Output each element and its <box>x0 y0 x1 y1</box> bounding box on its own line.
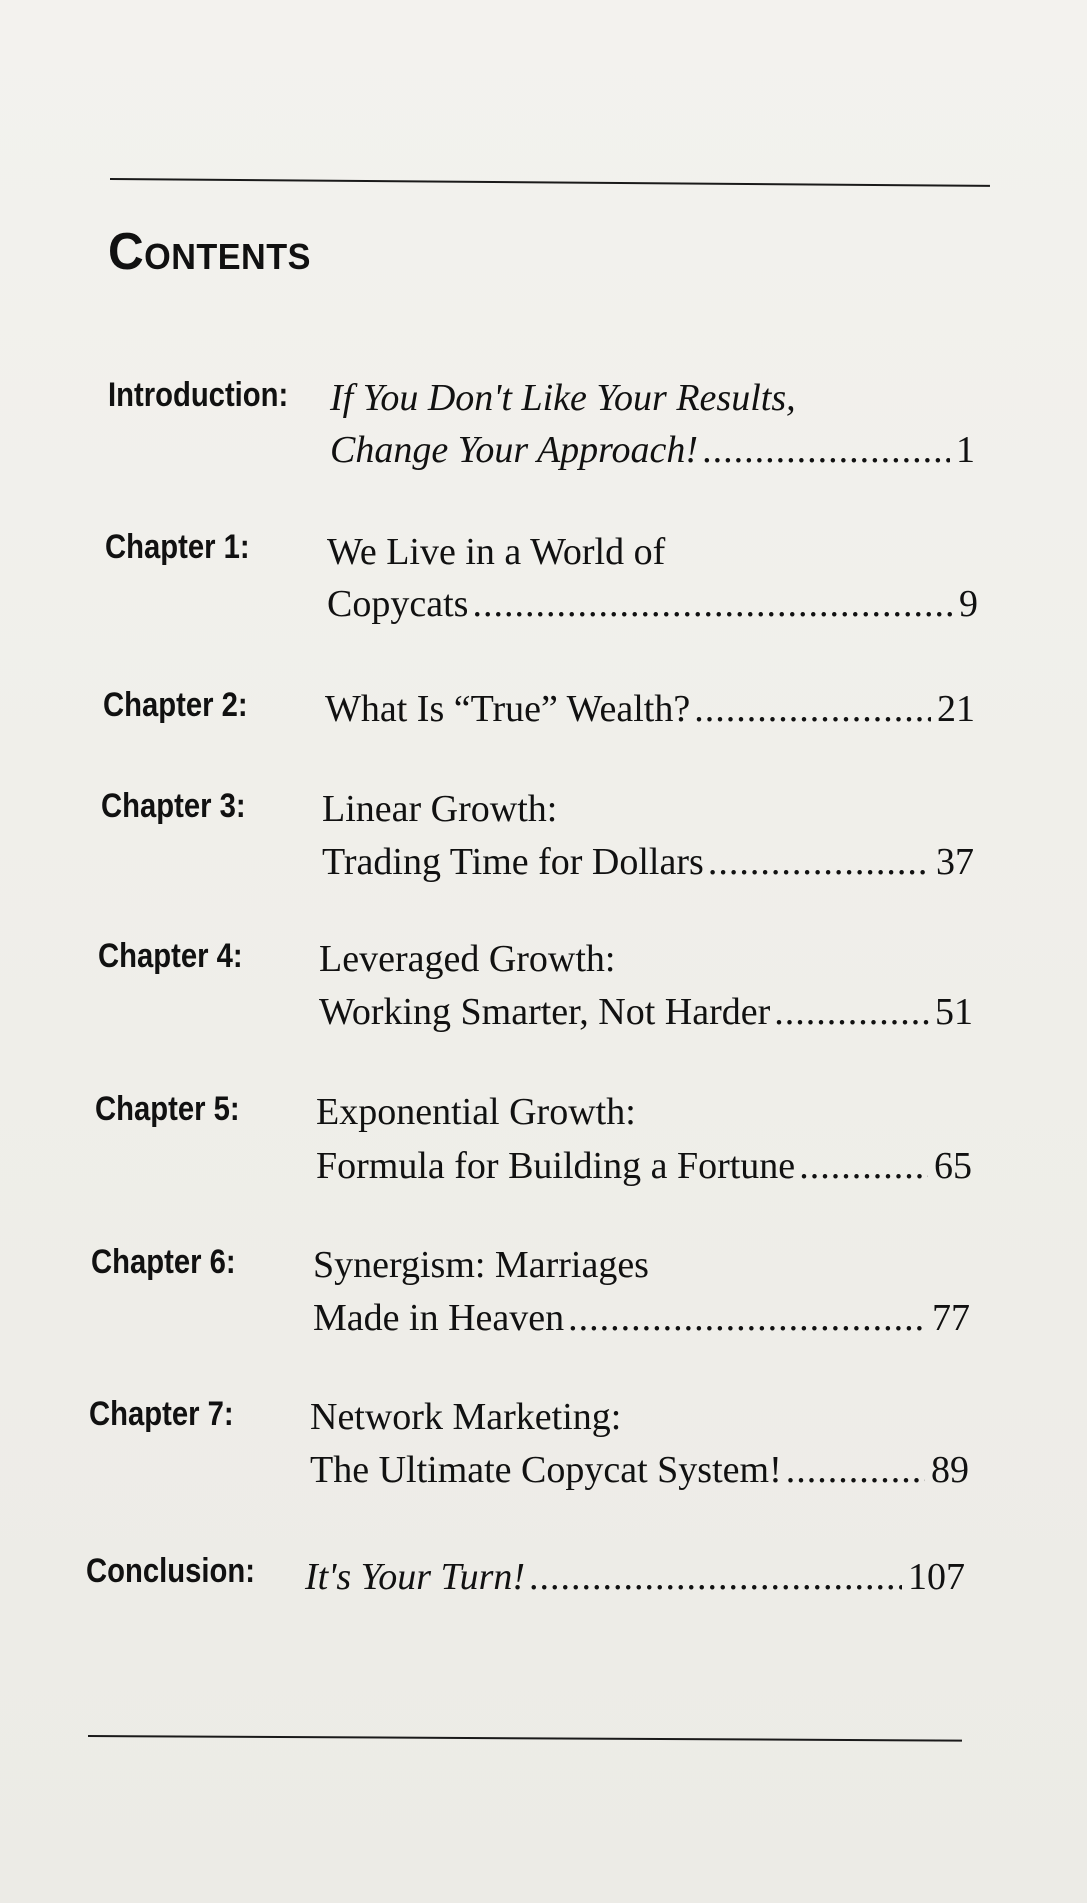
entry-title-text: The Ultimate Copycat System! <box>310 1449 782 1491</box>
entry-label: Chapter 2: <box>103 686 248 724</box>
entry-title-text: Trading Time for Dollars <box>322 841 704 883</box>
dot-leader <box>799 1144 928 1188</box>
entry-label: Introduction: <box>108 376 289 414</box>
dot-leader <box>786 1448 925 1492</box>
page-number: 65 <box>934 1145 972 1187</box>
entry-title-text: Change Your Approach! <box>330 429 699 471</box>
entry-title-line-2 <box>313 1296 970 1340</box>
dot-leader <box>774 990 929 1034</box>
entry-title-text: Copycats <box>327 583 469 625</box>
contents-heading: Contents <box>108 223 311 281</box>
entry-label: Chapter 1: <box>105 528 250 566</box>
entry-title-line-2 <box>330 428 975 472</box>
page-number: 1 <box>956 429 975 471</box>
entry-title-line-1: If You Don't Like Your Results, <box>330 377 796 419</box>
entry-title-line-1: Network Marketing: <box>310 1396 622 1438</box>
entry-label: Chapter 4: <box>98 937 243 975</box>
entry-title-text: Formula for Building a Fortune <box>316 1145 796 1187</box>
entry-title-text: What Is “True” Wealth? <box>325 688 691 730</box>
entry-title-line-2 <box>305 1555 965 1599</box>
entry-title-line-1: Linear Growth: <box>322 788 558 830</box>
dot-leader <box>708 840 930 884</box>
entry-label: Chapter 7: <box>89 1395 234 1433</box>
entry-title-line-2 <box>325 687 975 731</box>
bottom-rule <box>88 1735 962 1742</box>
entry-title-line-1: Synergism: Marriages <box>313 1244 649 1286</box>
dot-leader <box>694 687 931 731</box>
page-number: 21 <box>937 688 975 730</box>
page-number: 9 <box>959 583 978 625</box>
entry-title-text: It's Your Turn! <box>305 1556 526 1598</box>
entry-title-line-1: Exponential Growth: <box>316 1091 636 1133</box>
entry-label: Chapter 6: <box>91 1243 236 1281</box>
entry-title-line-2 <box>319 990 973 1034</box>
entry-title-text: Working Smarter, Not Harder <box>319 991 771 1033</box>
page-number: 77 <box>932 1297 970 1339</box>
entry-label: Chapter 3: <box>101 787 246 825</box>
entry-title-line-2 <box>316 1144 972 1188</box>
top-rule <box>110 178 990 187</box>
page-number: 89 <box>931 1449 969 1491</box>
entry-label: Conclusion: <box>86 1552 255 1590</box>
page-number: 51 <box>935 991 973 1033</box>
entry-label: Chapter 5: <box>95 1090 240 1128</box>
page-number: 37 <box>936 841 974 883</box>
entry-title-line-1: We Live in a World of <box>327 531 666 573</box>
dot-leader <box>568 1296 926 1340</box>
dot-leader <box>702 428 950 472</box>
entry-title-line-1: Leveraged Growth: <box>319 938 616 980</box>
dot-leader <box>472 582 953 626</box>
entry-title-line-2 <box>322 840 974 884</box>
entry-title-text: Made in Heaven <box>313 1297 565 1339</box>
dot-leader <box>529 1555 902 1599</box>
entry-title-line-2 <box>310 1448 969 1492</box>
entry-title-line-2 <box>327 582 978 626</box>
page-number: 107 <box>908 1556 965 1598</box>
